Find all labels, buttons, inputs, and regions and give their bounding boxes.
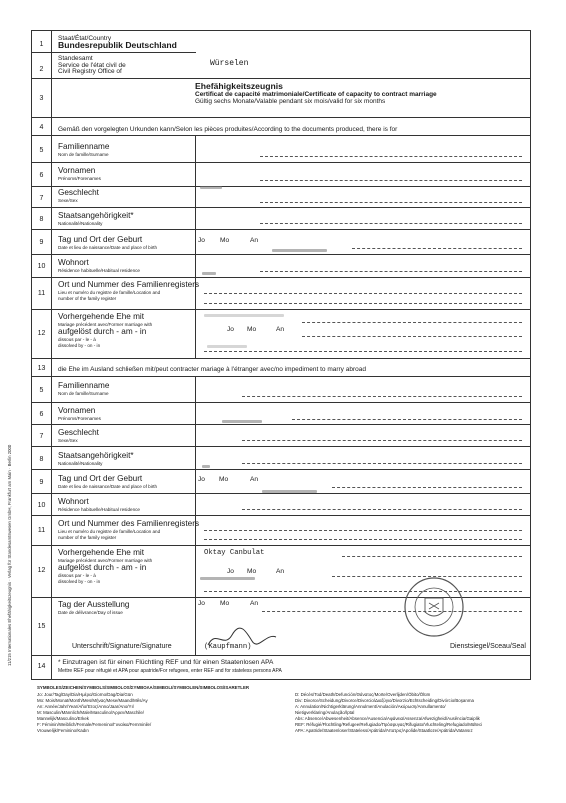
row13-statement: die Ehe im Ausland schließen mit/peut contracter mariage à l'étranger avec/no impediment to marry abroad [58,366,366,373]
label-subtext: Nationalité/Nationality [58,221,103,226]
registry-caption: Service de l'état civil de [58,61,126,69]
row-number: 8 [39,456,44,463]
value-line [242,463,522,464]
registry-office-label [58,56,126,76]
symbol-entry: Abs: Absence/Abwesenheit/Absence/Ausencia/Αφάνεια/Assenza/Afwezigheid/Ausência/Gaiplik [295,716,480,721]
footnote-line: Mettre REF pour réfugié et APA pour apatride/For refugees, enter REF and for stateless persons APA [58,668,282,674]
value-line [260,271,522,272]
value-line [242,396,522,397]
redaction-mark [204,314,284,317]
seal-label: Dienstsiegel/Sceau/Seal [450,643,526,650]
month-marker: Mo [220,600,230,607]
registry-caption: Standesamt [58,55,93,62]
official-seal [403,576,465,638]
redaction-mark [202,465,210,468]
label-subtext: Date et lieu de naissance/Date and place of birth [58,484,158,489]
nationality-label [58,212,134,227]
divider [32,254,530,255]
intro-statement: Gemäß den vorgelegten Urkunden kann/Selon les pièces produites/According to the documents produced, there is for [58,126,398,133]
country-value: Bundesrepublik Deutschland [58,40,177,50]
symbol-entry: Div: Divorce/Scheidung/Divorce/Divorcio/Διαζύγιο/Divorzio/Echtscheiding/Divórcio/Boşanma [295,698,474,703]
first-names-label [58,167,101,182]
label-text: Vornamen [58,406,96,415]
divider [32,135,530,136]
value-line [302,322,522,323]
value-line [352,248,522,249]
label-text: Tag und Ort der Geburt [58,235,143,244]
divider [32,376,530,377]
label-subtext: dissolved by - on - in [58,343,101,348]
label-subtext: dissous par - le - à [58,337,96,342]
value-line [302,336,522,337]
label-subtext: Lieu et numéro du registre de famille/Location and [58,290,161,295]
divider [32,78,530,79]
label-subtext: number of the family register [58,296,117,301]
day-marker: Jo [227,568,234,575]
symbol-entry: A: Annulation/Nichtigerklärung/Annulment/Anulación/Ακύρωση/Annullamento/ [295,704,446,709]
row-number: 3 [39,95,44,102]
certificate-subtitle: Certificat de capacité matrimoniale/Certificate of capacity to contract marriage [195,91,437,98]
footnote [58,659,282,675]
signature-scribble [206,627,278,649]
certificate-title: Ehefähigkeitszeugnis [195,81,283,91]
row-number: 1 [39,41,44,48]
label-text: Familienname [58,142,110,151]
label-subtext: number of the family register [58,535,117,540]
label-subtext: Prénoms/Forenames [58,176,101,181]
redaction-mark [272,249,327,252]
prev-marriage-label [58,313,152,349]
label-text: Ort und Nummer des Familienregisters [58,519,200,528]
divider [32,493,530,494]
label-subtext: Mariage précédent avec/Former marriage with [58,558,153,563]
divider [32,655,530,656]
family-name-label [58,143,109,158]
row-number: 5 [39,387,44,394]
label-text: Vornamen [58,166,96,175]
month-marker: Mo [219,476,229,483]
row-number: 2 [39,66,44,73]
day-marker: Jo [227,326,234,333]
row-number: 12 [37,330,46,337]
symbol-entry: D: Décès/Tod/Death/Defunción/Θάνατος/Morte/Overlijden/Óbito/Ölüm [295,692,431,697]
value-line [204,303,522,304]
row-number: 7 [39,433,44,440]
year-marker: An [250,476,259,483]
symbol-entry: An: Année/Jahr/Year/Año/Έτος/Anno/Jaar/Ano/Yıl [37,704,134,709]
publisher-sidebar: 11/215 Internationales Ehefähigkeitszeugnis · Verlag für Standesamtswesen GmbH, Frankfurt am Main · Berlin 2000 [7,444,12,666]
label-subtext: Nom de famille/Surname [58,152,109,157]
label-text: Ort und Nummer des Familienregisters [58,280,200,289]
redaction-mark [222,420,262,423]
value-line [204,351,522,352]
label-text: aufgelöst durch - am - in [58,327,147,336]
symbols-title: SYMBOLES/ZEICHEN/SYMBOLS/SIMBOLOS/ΣΥΜΒΟΛΑ/SIMBOLI/SYMBOLEN/SIMBOLOS/ISARETLER [37,685,250,690]
label-text: Wohnort [58,258,89,267]
nationality-label [58,452,134,467]
value-line [260,180,522,181]
row-number: 11 [37,290,46,297]
symbol-entry: Jo: Jour/Tag/Day/Dia/Ημέρα/Giorno/Dag/Dia/Gün [37,692,133,697]
symbol-entry: Nietigverklaring/Anulação/İptal [295,710,355,715]
label-subtext: Résidence habituelle/Habitual residence [58,507,140,512]
row-number: 9 [39,239,44,246]
validity-note: Gültig sechs Monate/Valable pendant six mois/valid for six months [195,98,386,105]
column-divider [195,135,196,358]
row-number: 14 [37,663,46,670]
divider [32,358,530,359]
day-marker: Jo [198,476,205,483]
divider [32,424,530,425]
label-subtext: Date de délivrance/Day of issue [58,610,123,615]
value-line [262,611,522,612]
label-text: Geschlecht [58,188,99,197]
certificate-title-block [195,83,437,105]
row-number: 10 [37,263,46,270]
birth-label [58,475,157,490]
value-line [260,156,522,157]
redaction-mark [200,577,255,580]
label-subtext: Nationalité/Nationality [58,461,103,466]
country-label [58,35,177,50]
symbol-entry: Mo: Mois/Monat/Month/Mes/Μήνας/Mese/Maand/Mês/Ay [37,698,148,703]
divider [32,52,51,53]
symbol-entry: F: Féminin/Weiblich/Female/Femenino/Γυναίκα/Femminile/ [37,722,152,727]
label-subtext: Prénoms/Forenames [58,416,101,421]
column-divider [195,376,196,655]
row-number: 9 [39,479,44,486]
value-line [342,556,522,557]
day-marker: Jo [198,237,205,244]
register-label [58,281,199,302]
sex-label [58,429,99,444]
label-subtext: Mariage précédent avec/Former marriage with [58,322,153,327]
label-subtext: dissous par - le - à [58,573,96,578]
label-text: Wohnort [58,497,89,506]
label-text: Staatsangehörigkeit* [58,211,134,220]
label-text: aufgelöst durch - am - in [58,563,147,572]
divider [32,207,530,208]
symbols-right [295,692,482,734]
registry-office-value: Würselen [210,59,249,68]
divider [32,402,530,403]
row-number: 4 [39,124,44,131]
symbol-entry: APA: Apatride/Staatenloser/Stateless/Apátrida/Άπατρις/Apolide/Staatloze/Apátrida/Vatansız [295,728,473,733]
first-names-label [58,407,101,422]
symbol-entry: Vrouwelijk/Feminino/Kadın [37,728,89,733]
residence-label [58,259,140,274]
row-number: 10 [37,502,46,509]
signature-label: Unterschrift/Signature/Signature [72,643,172,650]
divider [32,162,530,163]
row-number: 6 [39,411,44,418]
row-number: 15 [37,623,46,630]
row-number: 5 [39,147,44,154]
symbol-entry: REF: Réfugié/Flüchtling/Refugee/Refugiado/Πρόσφυγας/Rifugiato/Vluchteling/Refugiado/Mülteci [295,722,483,727]
divider [32,229,530,230]
value-line [204,530,522,531]
label-text: Tag der Ausstellung [58,600,130,609]
symbols-left [37,692,151,734]
value-line [260,202,522,203]
register-label [58,520,199,541]
label-text: Vorhergehende Ehe mit [58,548,145,557]
label-subtext: Nom de famille/Surname [58,391,109,396]
label-subtext: Sexe/Sex [58,198,78,203]
footnote-line: * Einzutragen ist für einen Flüchtling REF und für einen Staatenlosen APA [58,659,274,666]
label-subtext: Date et lieu de naissance/Date and place of birth [58,245,158,250]
row-number: 8 [39,216,44,223]
symbol-entry: Mannelijk/Masculino/Erkek [37,716,89,721]
year-marker: An [276,568,285,575]
year-marker: An [250,600,259,607]
label-subtext: Sexe/Sex [58,438,78,443]
row-number: 11 [37,527,46,534]
label-text: Geschlecht [58,428,99,437]
value-line [204,539,522,540]
signatory-name: (Kaupfmann) [204,643,252,651]
redaction-mark [200,186,222,189]
registry-caption: Civil Registry Office of [58,68,122,75]
redaction-mark [262,490,317,493]
month-marker: Mo [247,326,257,333]
value-line [204,293,522,294]
country-caption: Staat/État/Country [58,35,112,42]
symbol-entry: M: Masculin/Männlich/Male/Masculino/Άρρεν/Maschile/ [37,710,144,715]
value-line [242,509,522,510]
value-line [260,223,522,224]
day-marker: Jo [198,600,205,607]
family-name-label [58,382,109,397]
row-number: 6 [39,172,44,179]
label-text: Staatsangehörigkeit* [58,451,134,460]
divider [32,277,530,278]
month-marker: Mo [220,237,230,244]
redaction-mark [207,345,247,348]
redaction-mark [202,272,216,275]
row-number: 13 [37,365,46,372]
issue-date-label [58,601,129,616]
label-text: Familienname [58,381,110,390]
prev-marriage-value: Oktay Canbulat [204,549,265,557]
label-subtext: Résidence habituelle/Habitual residence [58,268,140,273]
birth-label [58,236,157,251]
row-number: 7 [39,195,44,202]
row-number: 12 [37,567,46,574]
divider [32,469,530,470]
year-marker: An [250,237,259,244]
label-subtext: Lieu et numéro du registre de famille/Location and [58,529,161,534]
year-marker: An [276,326,285,333]
prev-marriage-label [58,549,152,585]
value-line [204,591,522,592]
label-text: Tag und Ort der Geburt [58,474,143,483]
divider [51,52,196,53]
month-marker: Mo [247,568,257,575]
value-line [242,440,522,441]
label-subtext: dissolved by - on - in [58,579,101,584]
divider [32,545,530,546]
divider [32,117,530,118]
residence-label [58,498,140,513]
value-line [332,487,522,488]
value-line [292,419,522,420]
divider [32,186,530,187]
divider [32,446,530,447]
divider [32,515,530,516]
sex-label [58,189,99,204]
divider [32,309,530,310]
label-text: Vorhergehende Ehe mit [58,312,145,321]
